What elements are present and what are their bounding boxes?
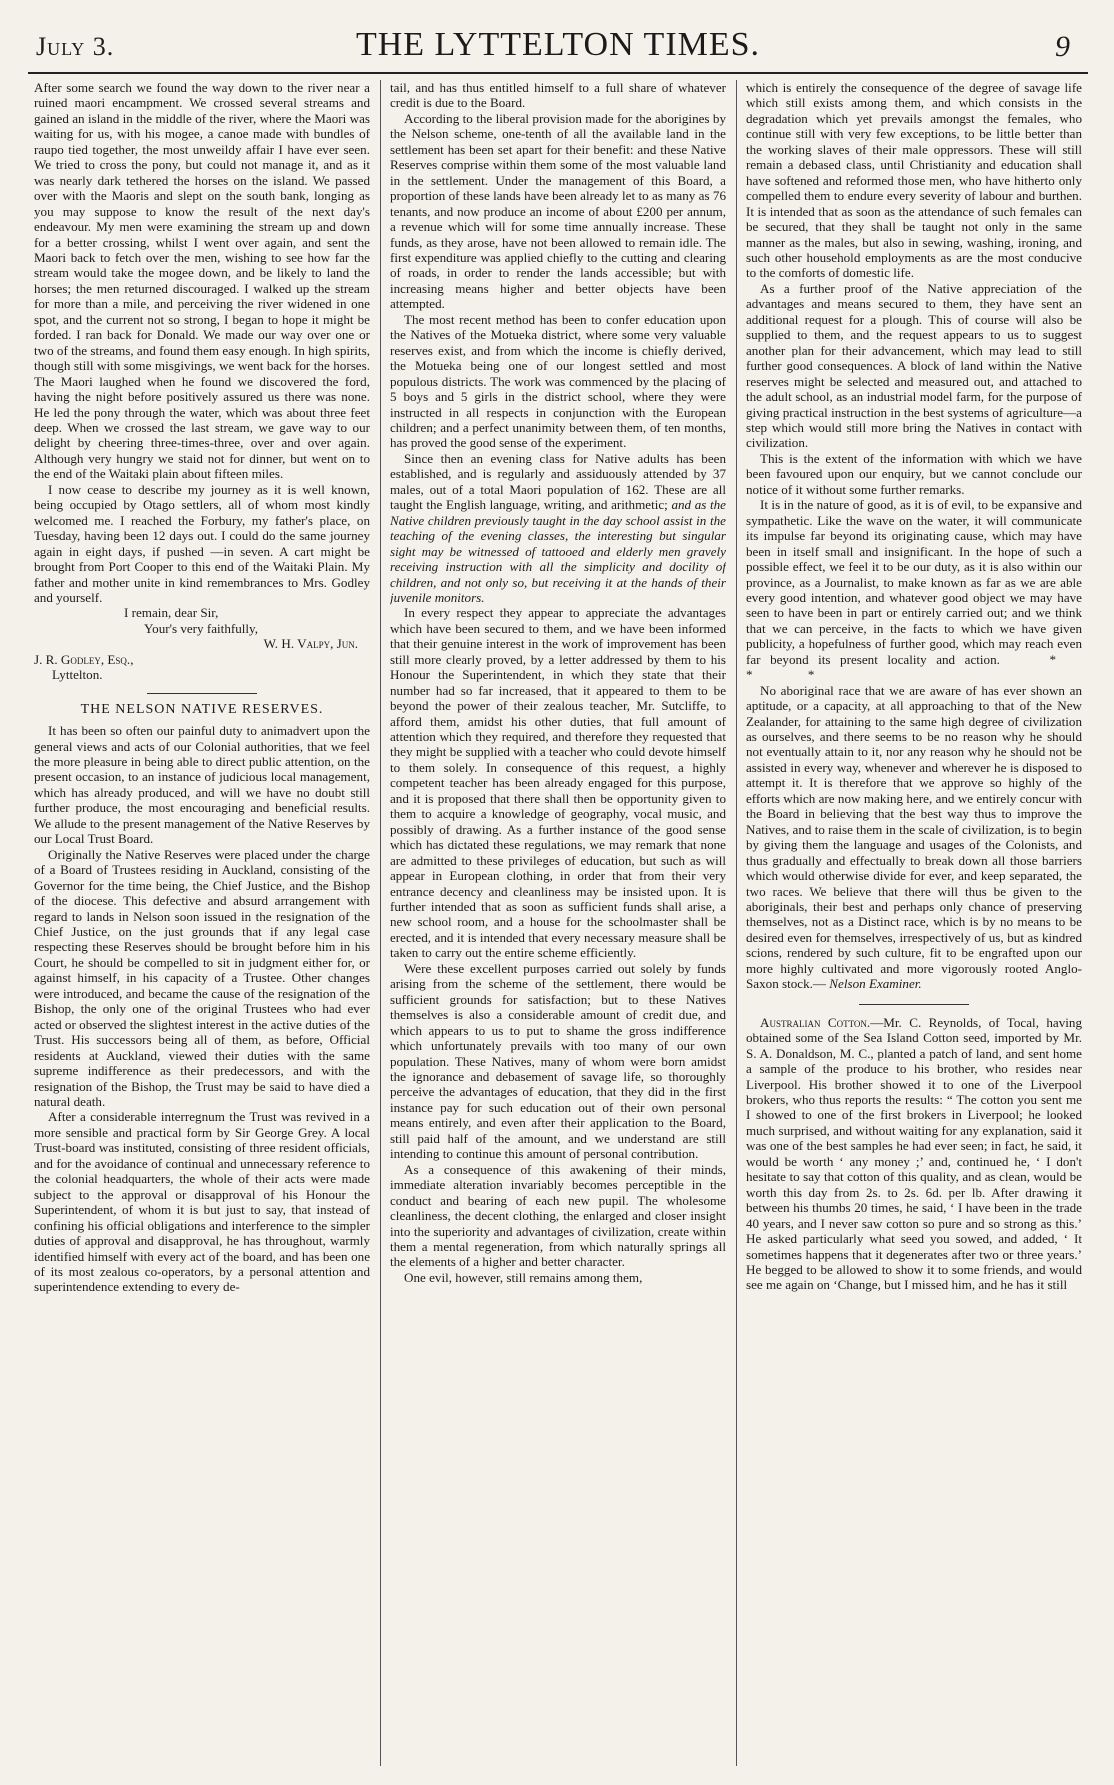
column-2 <box>390 80 726 1766</box>
item-headline: Australian Cotton. <box>760 1014 871 1030</box>
article-paragraph: As a consequence of this awakening of their minds, immediate alteration invariably becomes perceptible in the conduct and bearing of each new pupil. The wholesome cleanliness, the decent clothing, the enlarged and closer insight into the superiority and advantages of civilization, create within them a mental regeneration, from which naturally springs all the elements of a higher and better character. <box>390 1161 726 1270</box>
article-paragraph: It has been so often our painful duty to animadvert upon the general views and acts of our Colonial authorities, that we feel the more pleasure in being able to direct public attention, on the present occasion, to an instance of judicious local management, which has already produced, and will we have no doubt still further produce, the most encouraging and beneficial results. We allude to the present management of the Native Reserves by our Local Trust Board. <box>34 723 370 847</box>
addressee-name: J. R. Godley, Esq., <box>34 651 134 667</box>
column-1 <box>34 80 370 1766</box>
column-divider <box>736 80 737 1766</box>
italic-passage: and as the Native children previously taught in the day school assist in the teaching of the evening classes, the interesting but singular sight may be witnessed of tattooed and elderly men gravely receiving instruction with all the simplicity and docility of children, and not only so, but receiving it at the hands of their juvenile monitors. <box>390 497 726 605</box>
article-columns <box>28 80 1088 1766</box>
column-divider <box>380 80 381 1766</box>
article-paragraph: As a further proof of the Native appreciation of the advantages and means secured to them, they have sent an additional request for a plough. This of course will also be supplied to them, and the request appears to us to suggest another plan for their advancement, which may lead to still further good consequences. A block of land within the Native reserves might be selected and measured out, and attached to the adult school, as an industrial model farm, for the purpose of giving practical instruction in the best systems of agriculture—a step which would still more bring the Natives in contact with civilization. <box>746 280 1082 451</box>
page-header <box>28 26 1088 74</box>
addressee-place: Lyttelton. <box>52 667 103 683</box>
article-paragraph <box>746 683 1082 992</box>
letter-signature <box>34 605 370 682</box>
page-number: 9 <box>1055 30 1070 63</box>
column-3 <box>746 80 1082 1766</box>
paragraph-text: —Mr. C. Reynolds, of Tocal, having obtained some of the Sea Island Cotton seed, imported by Mr. S. A. Donaldson, M. C., planted a patch of land, and sent home a sample of the produce to his brother, who resides near Liverpool. His brother showed it to one of the Liverpool brokers, who thus reports the results: “ The cotton you sent me I showed to one of the first brokers in Liverpool; he looked much surprised, and without waiting for any explanation, said it was one of the best samples he had ever seen; in fact, he said, it would be worth ‘ any money ;’ and, continued he, ‘ I don't hesitate to say that cotton of this quality, and as clean, would be worth this day from 2s. to 2s. 6d. per lb. After drawing it between his thumbs 20 times, he said, ‘ I have been in the trade 40 years, and I never saw cotton so pure and so strong as this.’ He asked particularly what seed you sowed, and added, ‘ It sometimes happens that it degenerates after two or three years.’ He begged to be allowed to show it to some friends, and would see me again on ‘Change, but I missed him, and he has it still <box>746 1014 1082 1293</box>
article-paragraph: which is entirely the consequence of the degree of savage life which still exists among them, and which consists in the degradation which yet prevails amongst the females, who continue still with very few exceptions, to be little better than the working slaves of their male oppressors. These will still remain a debased class, until Christianity and education shall have softened and reformed those men, who have hitherto only compelled them to endure every severity of labour and burthen. It is intended that as soon as the attendance of such females can be secured, that they shall be taught not only in the same manner as the males, but also in sewing, washing, ironing, and such other household employments as are the most conducive to the comforts of domestic life. <box>746 80 1082 281</box>
article-paragraph <box>390 451 726 606</box>
article-paragraph <box>746 497 1082 682</box>
article-headline: THE NELSON NATIVE RESERVES. <box>80 701 324 717</box>
section-divider <box>859 1004 969 1005</box>
letter-paragraph: After some search we found the way down to the river near a ruined maori encampment. We crossed several streams and gained an island in the middle of the river, where the Maori was waiting for us, with his mogee, a canoe made with bundles of raupo tied together, the most unweildy affair I have ever seen. We tried to cross the pony, but could not manage it, and as it was nearly dark tethered the horses on the island. We passed over with the Maoris and slept on the south bank, longing as you may suppose to know the result of the next day's endeavour. My men were examining the stream up and down for a better crossing, whilst I went over again, and sent the Maori back to fetch over the men, wishing to see how far the stream would take the mogee down, and be likely to land the horses; the men returned discouraged. I walked up the stream for more than a mile, and perceiving the river widened in one spot, and the current not so strong, I began to hope it might be forded. I ran back for Donald. We made our way over one or two of the streams, and found them easy enough. In high spirits, though still with some misgivings, we went back for the horses. The Maori laughed when he found we discovered the ford, having the night before positively assured us there was none. He led the pony through the water, which was about three feet deep. When we crossed the last stream, we gave way to our delight by cheering three-times-three, over and over again. Although very hungry we staid not for dinner, but went on to the end of the Waitaki plain about fifteen miles. <box>34 80 370 482</box>
paragraph-text: Since then an evening class for Native adults has been established, and is regularly and assiduously attended by 37 males, out of a total Maori population of 162. These are all taught the English language, writing, and arithmetic; <box>390 450 726 513</box>
letter-paragraph: I now cease to describe my journey as it is well known, being occupied by Otago settlers, all of whom most kindly welcomed me. I reached the Forbury, my father's place, on Tuesday, having been 12 days out. I could do the same journey again in eight days, if pushed —in seven. A cart might be brought from Port Cooper to this end of the Waitaki Plain. My father and mother unite in kind remembrances to Mrs. Godley and yourself. <box>34 481 370 605</box>
article-paragraph: The most recent method has been to confer education upon the Natives of the Motueka district, where some very valuable reserves exist, and from which the income is chiefly derived, the Motueka being one of our longest settled and most populous districts. The work was commenced by the placing of 5 boys and 5 girls in the district school, where they were instructed in all respects in conjunction with the European children; and a perfect unanimity between them, of ten months, has proved the good sense of the experiment. <box>390 311 726 451</box>
article-paragraph <box>746 1015 1082 1293</box>
source-credit: Nelson Examiner. <box>829 976 922 992</box>
newspaper-title: THE LYTTELTON TIMES. <box>355 26 761 63</box>
article-paragraph: Were these excellent purposes carried out solely by funds arising from the scheme of the settlement, there would be sufficient grounds for satisfaction; but to these Natives themselves is also a considerable amount of credit due, and which appears to us to put to shame the gross indifference which unfortunately prevails with too many of our own population. These Natives, many of whom were born amidst the ignorance and debasement of savage life, so thoroughly perceive the advantages of education, that they did in the first instance pay for such education out of their own personal means entirely, and even after their application to the Board, still paid half of the amount, and we understand are still intending to continue this amount of personal contribution. <box>390 960 726 1162</box>
article-paragraph: This is the extent of the information with which we have been favoured upon our enquiry, but we cannot conclude our notice of it without some further remarks. <box>746 450 1082 497</box>
article-paragraph: One evil, however, still remains among them, <box>404 1269 643 1285</box>
article-paragraph: In every respect they appear to appreciate the advantages which have been secured to them, and we have been informed that their genuine interest in the work of improvement has been still more clearly proved, by a letter addressed by them to his Honour the Superintendent, in which they state that their number had so far increased, that it appeared to them to be beyond the power of their zealous teacher, Mr. Sutcliffe, to afford them, amidst his other duties, that full amount of attention which they required, and therefore they requested that they might be supplied with a teacher who could devote himself to them solely. In consequence of this request, a highly competent teacher has been already engaged for this purpose, and it is proposed that there shall then be opportunity given to them to acquire a knowledge of geography, vocal music, and possibly of drawing. As a further instance of the good sense which has dictated these regulations, we may remark that none are admitted to these privileges of education, but such as will appear in European clothing, in order that from their very entrance decency and cleanliness may be insisted upon. It is further intended that as soon as sufficient funds shall arise, a new school room, and a house for the schoolmaster shall be erected, and it is intended that every necessary measure shall be taken to carry out the entire scheme efficiently. <box>390 605 726 961</box>
paragraph-text: It is in the nature of good, as it is of evil, to be expansive and sympathetic. Like the wave on the water, it will communicate its impulse far beyond its originating cause, which may have been in itself small and insignificant. In the hope of such a possible effect, we feel it to be our duty, as it is also within our province, as a Journalist, to make known as far as we are able every good intention, and whatever good object we may have seen to have been in part or entirely carried out; and we think that we can perceive, in the facts to which we have given publicity, a hopefulness of further good, which may reach even far beyond its present locality and action. <box>746 497 1082 667</box>
signatory: W. H. Valpy, Jun. <box>263 636 358 652</box>
article-paragraph: Originally the Native Reserves were placed under the charge of a Board of Trustees residing in Auckland, consisting of the Governor for the time being, the Chief Justice, and the Bishop of the diocese. This defective and absurd arrangement with regard to lands in Nelson soon issued in the resignation of the Chief Justice, on the just grounds that if any legal case respecting these Reserves should be brought before him in his Court, he should be compelled to sit in judgment either for, or against himself, in his capacity of a Trustee. Other changes were introduced, and became the cause of the resignation of the Bishop, the only one of the original Trustees who had ever acted or observed the slightest interest in the active duties of the Trust. His successors being all of them, as before, Official residents at Auckland, viewed their duties with the same supreme indifference as their predecessors, and with the resignation of the Bishop, the Trust may be said to have died a natural death. <box>34 846 370 1109</box>
article-paragraph: According to the liberal provision made for the aborigines by the Nelson scheme, one-tenth of all the available land in the settlement has been set apart for their benefit: and these Native Reserves comprise within them some of the most valuable land in the settlement. Under the management of this Board, a proportion of these lands have been already let to as many as 76 tenants, and now produce an income of about £200 per annum, a revenue which will for some time annually increase. These funds, as they arose, have not been allowed to remain idle. The first expenditure was applied chiefly to the cutting and clearing of roads, in order to render the lands accessible; but with increasing means higher and better objects have been attempted. <box>390 110 726 312</box>
issue-date: July 3. <box>36 32 115 61</box>
newspaper-page <box>28 26 1088 1766</box>
paragraph-text: No aboriginal race that we are aware of has ever shown an aptitude, or a capacity, at all approaching to that of the New Zealander, for attaining to the same high degree of civilization as ourselves, and there seems to be no reason why he should not eventually attain to it, nor any reason why he should not be assisted in every way, whenever and wherever he is disposed to attempt it. It is therefore that we approve so highly of the efforts which are now making here, and we entirely concur with the Board in believing that the best way thus to improve the Natives, and to raise them in the scale of civilization, is to begin by giving them the language and usages of the Colonists, and thus gradually and effectually to break down all those barriers which would otherwise divide for ever, and keep separated, the two races. We believe that there will thus be given to the aboriginals, their best and perhaps only chance of preserving themselves, not as a Distinct race, which is by no means to be desired even for themselves, irrespectively of us, but as kindred scions, rendered by such culture, fit to be engrafted upon our more highly cultivated and more vigorously rooted Anglo-Saxon stock.— <box>746 682 1082 992</box>
closing-line: I remain, dear Sir, <box>124 605 219 621</box>
article-paragraph: After a considerable interregnum the Trust was revived in a more sensible and practical form by Sir George Grey. A local Trust-board was instituted, consisting of three resident officials, and for the avoidance of continual and unnecessary reference to the colonial headquarters, the whole of their acts were made subject to the approval or disapproval of his Honour the Superintendent, of whom it is but just to say, that instead of confining his official obligations and interference to the simpler duties of approval and disapproval, he has throughout, warmly identified himself with every act of the board, and has been one of its most zealous co-operators, by a personal attention and superintendence extending to every de- <box>34 1109 370 1295</box>
closing-line: Your's very faithfully, <box>144 620 259 636</box>
section-divider <box>147 693 257 694</box>
section-stars: * * * <box>746 651 1082 683</box>
article-paragraph: tail, and has thus entitled himself to a full share of whatever credit is due to the Board. <box>390 80 726 111</box>
